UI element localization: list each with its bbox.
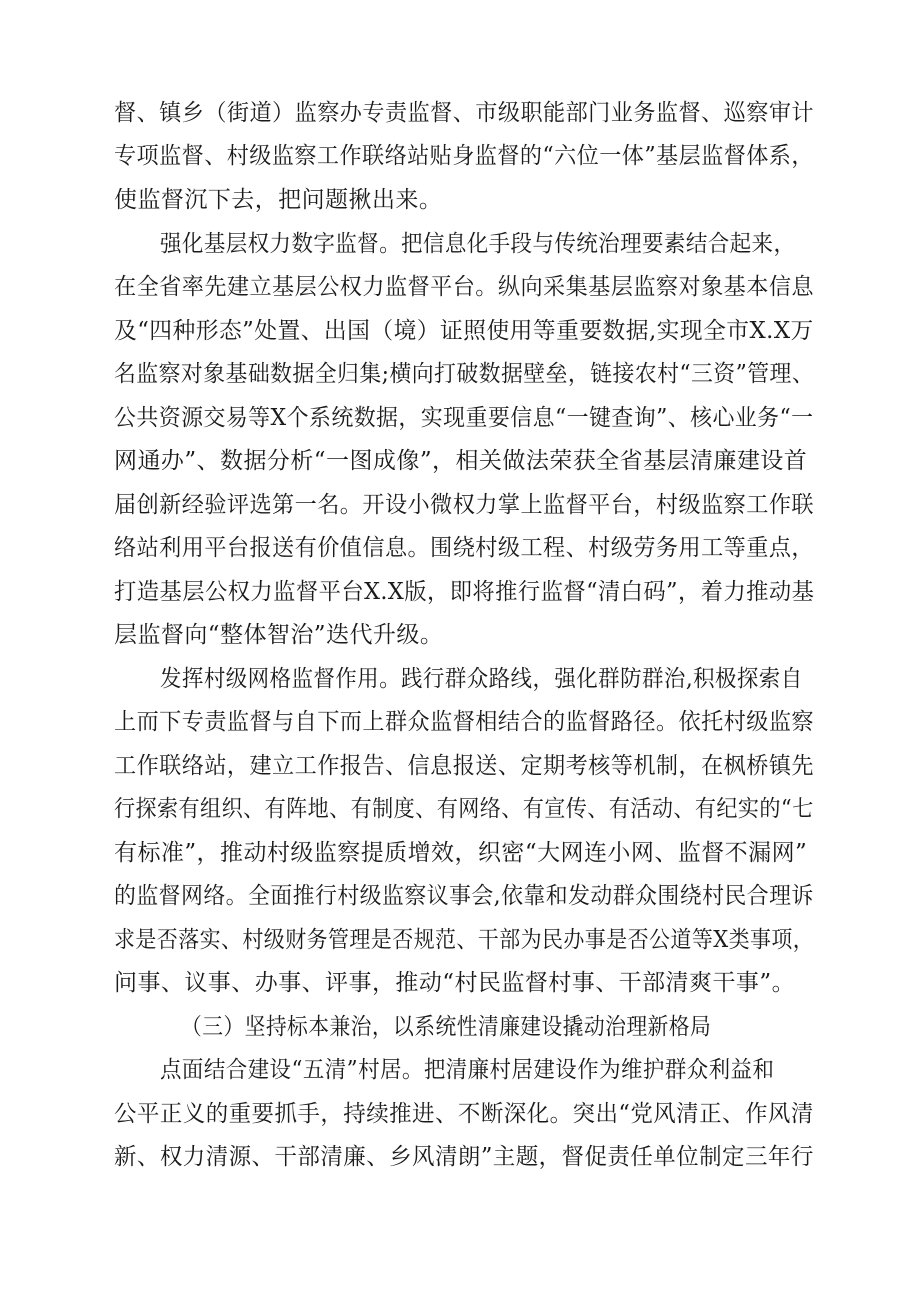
paragraph-heading-five-clean: 点面结合建设“五清”村居。把清廉村居建设作为维护群众利益和	[160, 1057, 775, 1083]
text-line: 及“四种形态”处置、出国（境）证照使用等重要数据,实现全市X.X万	[114, 318, 814, 344]
text-line: 新、权力清源、干部清廉、乡风清朗”主题，督促责任单位制定三年行	[114, 1144, 814, 1170]
text-line: 问事、议事、办事、评事，推动“村民监督村事、干部清爽干事”。	[114, 970, 796, 996]
text-line: 公共资源交易等X个系统数据，实现重要信息“一键查询”、核心业务“一	[114, 405, 814, 431]
text-line: 督、镇乡（街道）监察办专责监督、市级职能部门业务监督、巡察审计	[114, 100, 814, 126]
text-line: 工作联络站，建立工作报告、信息报送、定期考核等机制，在枫桥镇先	[114, 753, 814, 779]
text-line: 届创新经验评选第一名。开设小微权力掌上监督平台，村级监察工作联	[114, 492, 814, 518]
text-line: 使监督沉下去，把问题揪出来。	[114, 187, 443, 213]
text-line: 网通办”、数据分析“一图成像”，相关做法荣获全省基层清廉建设首	[114, 448, 808, 474]
paragraph-heading-grid-supervision: 发挥村级网格监督作用。践行群众路线，强化群防群治,积极探索自	[160, 666, 803, 692]
text-line: 行探索有组织、有阵地、有制度、有网络、有宣传、有活动、有纪实的“七	[114, 796, 814, 822]
text-line: 有标准”，推动村级监察提质增效，织密“大网连小网、监督不漏网”	[114, 840, 808, 866]
text-line: 层监督向“整体智治”迭代升级。	[114, 622, 444, 648]
text-line: 求是否落实、村级财务管理是否规范、干部为民办事是否公道等X类事项，	[114, 927, 815, 953]
text-line: 专项监督、村级监察工作联络站贴身监督的“六位一体”基层监督体系，	[114, 143, 814, 169]
text-line: 在全省率先建立基层公权力监督平台。纵向采集基层监察对象基本信息	[114, 274, 814, 300]
text-line: 上而下专责监督与自下而上群众监督相结合的监督路径。依托村级监察	[114, 709, 814, 735]
text-line: 络站利用平台报送有价值信息。围绕村级工程、村级劳务用工等重点，	[114, 535, 814, 561]
text-line: 打造基层公权力监督平台X.X版，即将推行监督“清白码”，着力推动基	[114, 579, 815, 605]
section-heading: （三）坚持标本兼治，以系统性清廉建设撬动治理新格局	[181, 1014, 712, 1040]
text-line: 公平正义的重要抓手，持续推进、不断深化。突出“党风清正、作风清	[114, 1101, 814, 1127]
paragraph-heading-digital-supervision: 强化基层权力数字监督。把信息化手段与传统治理要素结合起来，	[160, 231, 796, 257]
text-line: 的监督网络。全面推行村级监察议事会,依靠和发动群众围绕村民合理诉	[114, 883, 814, 909]
text-line: 名监察对象基础数据全归集;横向打破数据壁垒，链接农村“三资”管理、	[114, 361, 815, 387]
